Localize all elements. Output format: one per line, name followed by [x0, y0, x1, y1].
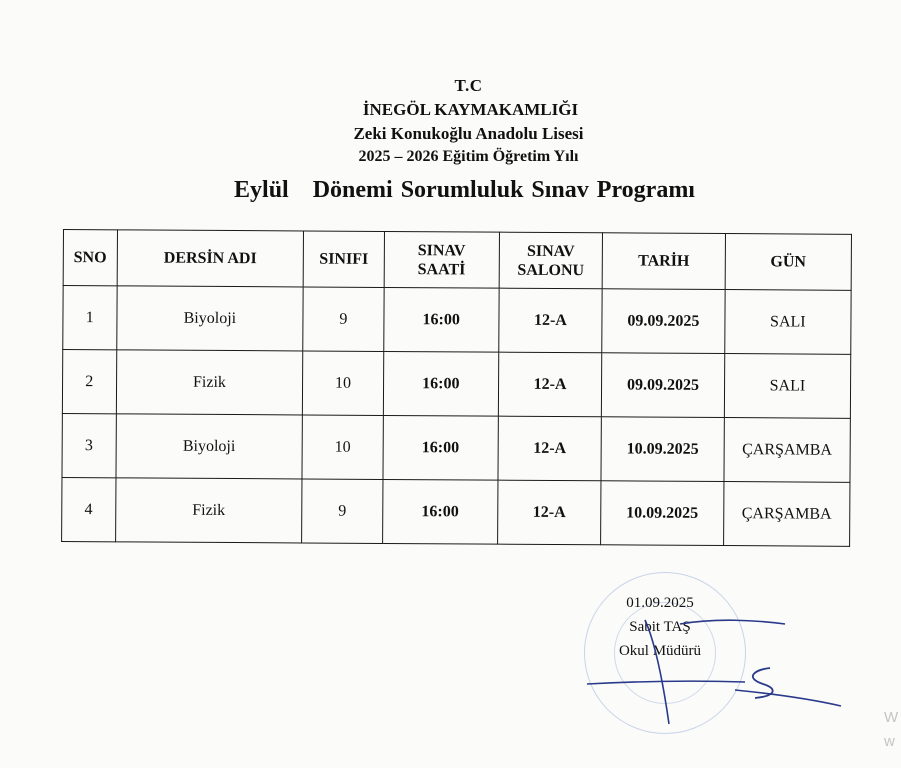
table-row	[63, 286, 851, 355]
cell-date: 09.09.2025	[602, 289, 725, 354]
signature-date: 01.09.2025	[626, 595, 694, 611]
watermark-line: w	[884, 733, 895, 750]
cell-sno: 2	[62, 350, 116, 414]
signature-role: Okul Müdürü	[618, 643, 702, 659]
col-header-sno: SNO	[63, 230, 117, 286]
signature-stroke	[587, 681, 745, 684]
cell-day: ÇARŞAMBA	[723, 482, 850, 547]
exam-schedule-table	[61, 229, 852, 547]
cell-time: 16:00	[383, 351, 499, 416]
cell-date: 10.09.2025	[601, 481, 724, 546]
cell-date: 10.09.2025	[601, 417, 724, 482]
signature-stroke	[645, 620, 669, 724]
cell-room: 12-A	[499, 288, 603, 353]
cell-class: 9	[303, 287, 384, 351]
cell-day: SALI	[724, 354, 851, 419]
cell-class: 9	[302, 479, 383, 543]
cell-time: 16:00	[382, 479, 498, 544]
cell-sno: 3	[62, 413, 116, 477]
cell-time: 16:00	[383, 287, 499, 352]
col-header-exam-room: SINAV SALONU	[499, 232, 602, 289]
document-title: Eylül Dönemi Sorumluluk Sınav Programı	[234, 177, 695, 203]
cell-course: Fizik	[116, 350, 303, 415]
signature-stroke	[735, 690, 841, 706]
watermark	[884, 706, 898, 754]
cell-room: 12-A	[498, 352, 602, 417]
table-row	[62, 477, 850, 546]
handwritten-signature	[585, 612, 845, 732]
header-governorship: İNEGÖL KAYMAKAMLIĞI	[362, 100, 579, 119]
col-header-course: DERSİN ADI	[117, 230, 304, 287]
signature-name: Sabit TAŞ	[629, 619, 691, 635]
table-header-row	[63, 230, 851, 291]
header-academic-year: 2025 – 2026 Eğitim Öğretim Yılı	[358, 148, 579, 165]
cell-room: 12-A	[498, 480, 602, 545]
table-row	[62, 350, 850, 419]
cell-class: 10	[302, 415, 383, 479]
cell-sno: 4	[62, 477, 116, 541]
header-tc: T.C	[454, 76, 483, 95]
cell-course: Fizik	[115, 478, 302, 543]
col-header-day: GÜN	[725, 234, 852, 291]
col-header-class: SINIFI	[303, 231, 384, 287]
table-row	[62, 413, 850, 482]
cell-course: Biyoloji	[116, 414, 303, 479]
header-school-name: Zeki Konukoğlu Anadolu Lisesi	[353, 124, 584, 143]
cell-day: SALI	[725, 290, 852, 355]
col-header-exam-time: SINAV SAATİ	[384, 231, 500, 288]
cell-course: Biyoloji	[116, 286, 303, 351]
watermark-line: W	[884, 709, 899, 726]
cell-day: ÇARŞAMBA	[724, 418, 851, 483]
signature-stroke	[680, 620, 785, 624]
col-header-date: TARİH	[602, 233, 725, 290]
cell-time: 16:00	[383, 415, 499, 480]
cell-sno: 1	[63, 286, 117, 350]
cell-class: 10	[303, 351, 384, 415]
cell-date: 09.09.2025	[601, 353, 724, 418]
cell-room: 12-A	[498, 416, 602, 481]
